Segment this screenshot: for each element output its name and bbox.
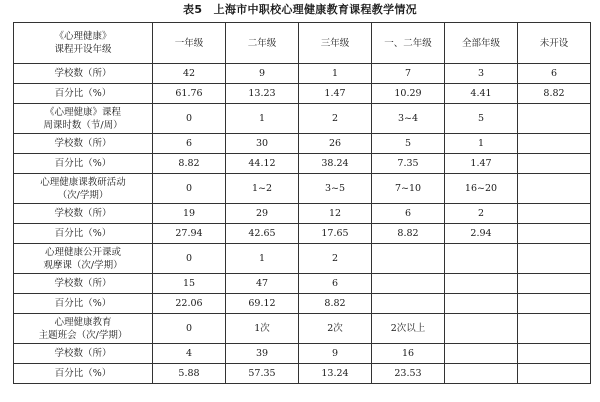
table-cell: 7~10: [372, 174, 445, 204]
table-row: [14, 104, 591, 134]
table-cell: 2: [299, 244, 372, 274]
table-cell: 2.94: [445, 224, 518, 244]
table-cell: 1.47: [445, 154, 518, 174]
table-cell: 6: [153, 134, 226, 154]
table-cell: [445, 364, 518, 384]
table-cell: 5: [372, 134, 445, 154]
table-cell: 12: [299, 204, 372, 224]
table-cell: 29: [226, 204, 299, 224]
table-row: [14, 154, 591, 174]
table-cell: [445, 314, 518, 344]
table-cell: [445, 294, 518, 314]
row-label: 心理健康课教研活动 （次/学期）: [14, 174, 153, 204]
table-cell: 1: [226, 244, 299, 274]
row-label: 学校数（所）: [14, 344, 153, 364]
table-cell: 1: [226, 104, 299, 134]
table-row: [14, 364, 591, 384]
table-cell: [518, 314, 591, 344]
table-cell: [372, 294, 445, 314]
row-label: 《心理健康》课程 周课时数（节/周）: [14, 104, 153, 134]
header-row: [14, 23, 591, 64]
row-label: 学校数（所）: [14, 64, 153, 84]
row-label: 百分比（%）: [14, 84, 153, 104]
table-cell: 3~4: [372, 104, 445, 134]
table-cell: 27.94: [153, 224, 226, 244]
table-row: [14, 224, 591, 244]
table-cell: [445, 274, 518, 294]
table-cell: 2次以上: [372, 314, 445, 344]
column-header: 三年级: [299, 23, 372, 64]
table-cell: [518, 154, 591, 174]
table-cell: [518, 134, 591, 154]
table-cell: 15: [153, 274, 226, 294]
row-label: 心理健康教育 主题班会（次/学期）: [14, 314, 153, 344]
row-label: 百分比（%）: [14, 294, 153, 314]
column-header: 一年级: [153, 23, 226, 64]
table-cell: 17.65: [299, 224, 372, 244]
table-cell: 8.82: [153, 154, 226, 174]
table-cell: 3~5: [299, 174, 372, 204]
table-cell: [518, 244, 591, 274]
column-header: 二年级: [226, 23, 299, 64]
table-cell: 44.12: [226, 154, 299, 174]
table-caption: 表5 上海市中职校心理健康教育课程教学情况: [183, 3, 417, 16]
table-cell: 9: [299, 344, 372, 364]
table-row: [14, 134, 591, 154]
table-cell: 7: [372, 64, 445, 84]
table-cell: 6: [299, 274, 372, 294]
table-cell: 9: [226, 64, 299, 84]
table-cell: 8.82: [518, 84, 591, 104]
table-cell: 1次: [226, 314, 299, 344]
table-cell: 1: [445, 134, 518, 154]
table-cell: 13.23: [226, 84, 299, 104]
table-row: [14, 174, 591, 204]
table-cell: 4.41: [445, 84, 518, 104]
table-cell: [518, 104, 591, 134]
table-cell: [518, 174, 591, 204]
table-cell: [372, 274, 445, 294]
table-cell: 5.88: [153, 364, 226, 384]
column-header: 全部年级: [445, 23, 518, 64]
table-cell: 1: [299, 64, 372, 84]
row-label: 学校数（所）: [14, 204, 153, 224]
table-cell: 4: [153, 344, 226, 364]
table-cell: 42.65: [226, 224, 299, 244]
table-cell: 26: [299, 134, 372, 154]
table-cell: 23.53: [372, 364, 445, 384]
table-cell: 22.06: [153, 294, 226, 314]
table-cell: 7.35: [372, 154, 445, 174]
table-cell: 8.82: [372, 224, 445, 244]
column-header: 未开设: [518, 23, 591, 64]
table-row: [14, 84, 591, 104]
table-cell: 13.24: [299, 364, 372, 384]
row-label: 学校数（所）: [14, 134, 153, 154]
row-label: 百分比（%）: [14, 224, 153, 244]
table-cell: 30: [226, 134, 299, 154]
table-row: [14, 314, 591, 344]
table-cell: [518, 204, 591, 224]
row-label: 心理健康公开课或 观摩课（次/学期）: [14, 244, 153, 274]
row-label: 学校数（所）: [14, 274, 153, 294]
table-cell: 0: [153, 244, 226, 274]
table-cell: 1.47: [299, 84, 372, 104]
table-cell: [518, 274, 591, 294]
table-cell: 0: [153, 104, 226, 134]
table-cell: 8.82: [299, 294, 372, 314]
table-cell: 2: [299, 104, 372, 134]
table-cell: 16: [372, 344, 445, 364]
table-cell: 3: [445, 64, 518, 84]
row-label: 百分比（%）: [14, 154, 153, 174]
table-row: [14, 204, 591, 224]
table-cell: 42: [153, 64, 226, 84]
table-cell: 10.29: [372, 84, 445, 104]
table-cell: 2: [445, 204, 518, 224]
table-cell: [445, 244, 518, 274]
table-cell: 0: [153, 314, 226, 344]
table-cell: 5: [445, 104, 518, 134]
table-cell: [518, 224, 591, 244]
table-row: [14, 64, 591, 84]
table-cell: [445, 344, 518, 364]
table-cell: 2次: [299, 314, 372, 344]
data-table: [13, 22, 591, 384]
table-cell: 19: [153, 204, 226, 224]
header-row-label: 《心理健康》 课程开设年级: [14, 23, 153, 64]
table-cell: [518, 364, 591, 384]
table-cell: 57.35: [226, 364, 299, 384]
table-row: [14, 344, 591, 364]
table-cell: 38.24: [299, 154, 372, 174]
table-cell: 47: [226, 274, 299, 294]
table-cell: 0: [153, 174, 226, 204]
table-cell: [518, 294, 591, 314]
column-header: 一、二年级: [372, 23, 445, 64]
table-cell: [372, 244, 445, 274]
table-cell: 6: [518, 64, 591, 84]
row-label: 百分比（%）: [14, 364, 153, 384]
table-cell: [518, 344, 591, 364]
table-cell: 69.12: [226, 294, 299, 314]
table-row: [14, 274, 591, 294]
table-cell: 16~20: [445, 174, 518, 204]
table-cell: 6: [372, 204, 445, 224]
table-row: [14, 294, 591, 314]
table-cell: 39: [226, 344, 299, 364]
table-cell: 61.76: [153, 84, 226, 104]
table-cell: 1~2: [226, 174, 299, 204]
table-row: [14, 244, 591, 274]
